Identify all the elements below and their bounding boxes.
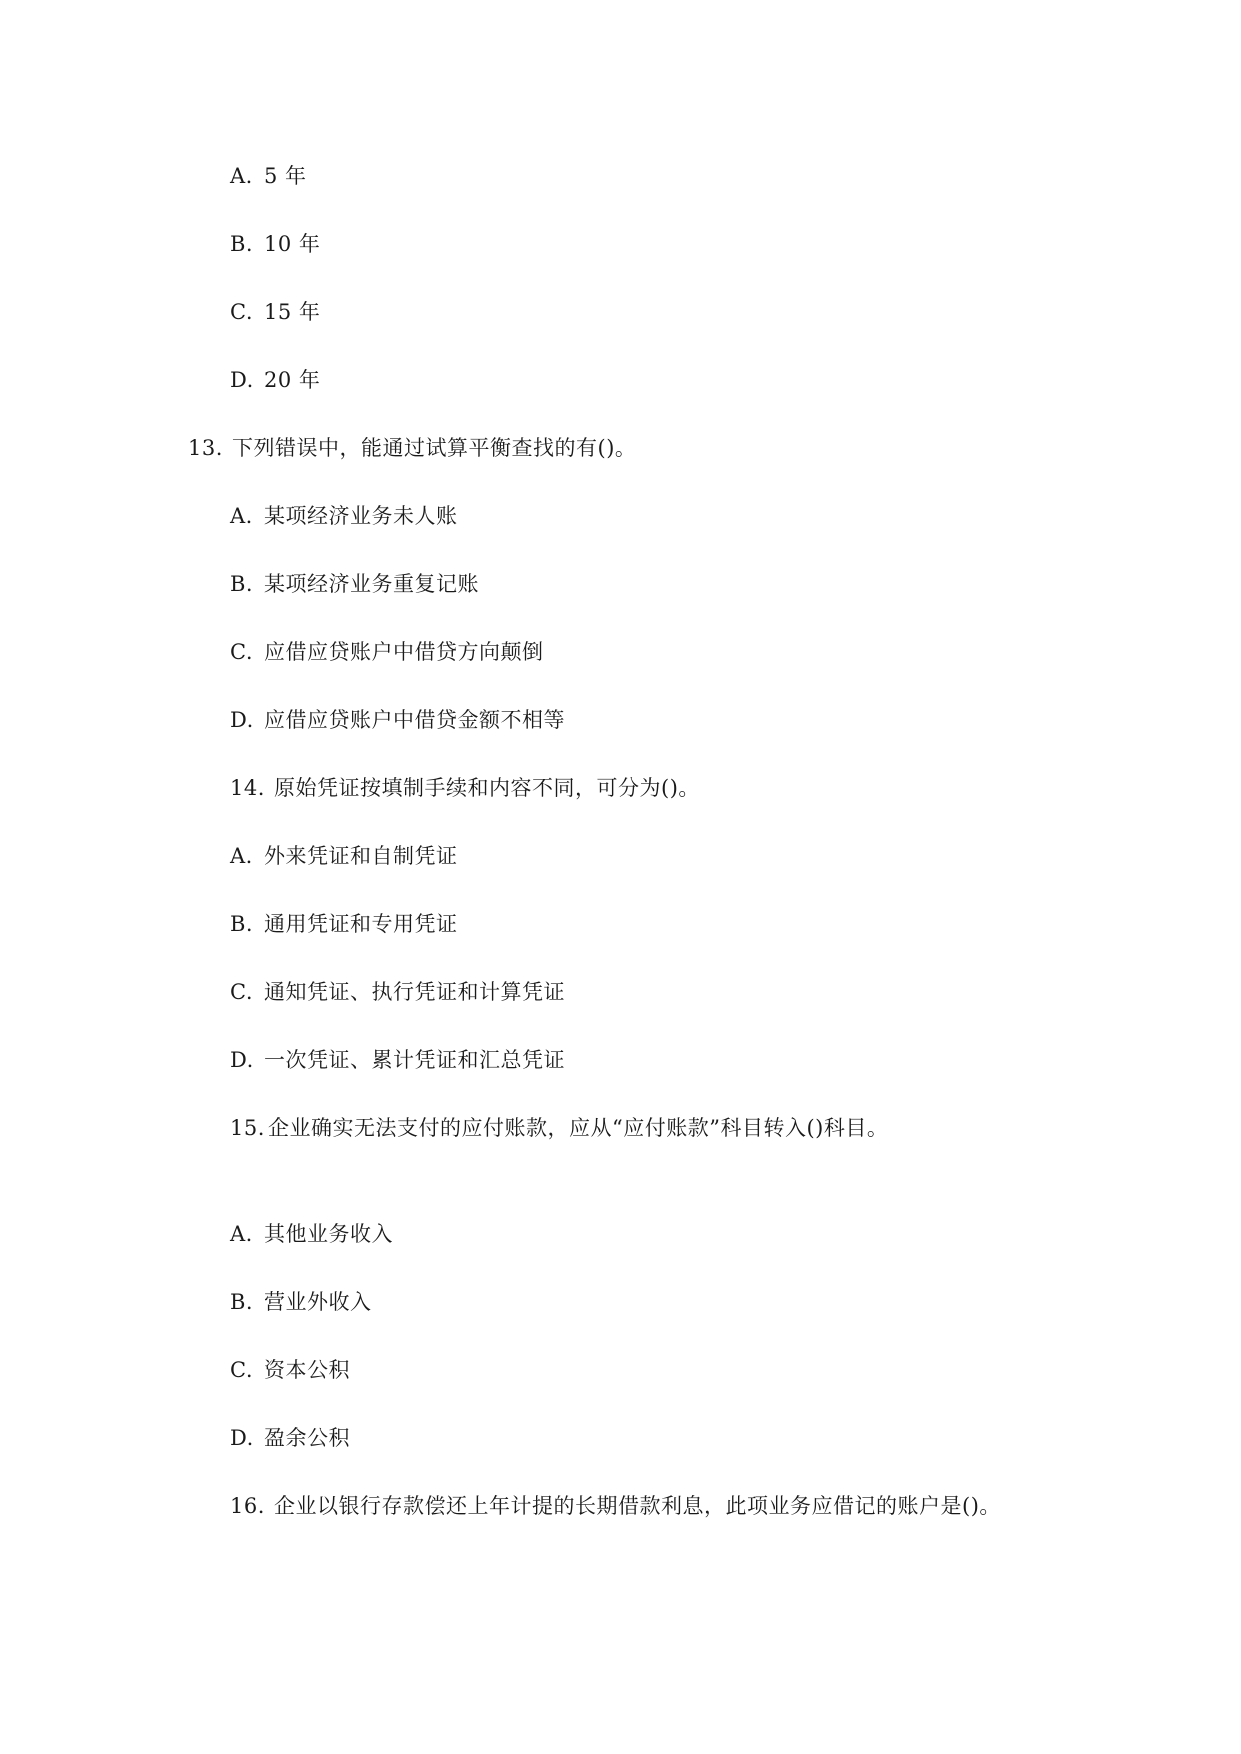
q15-option-c	[230, 1356, 350, 1384]
option-label: B.	[230, 1290, 254, 1314]
option-text: 20 年	[264, 368, 321, 392]
option-label: A.	[230, 1222, 253, 1246]
question-number: 14.	[230, 776, 265, 800]
option-label: B.	[230, 232, 254, 256]
option-label: B.	[230, 912, 254, 936]
q14-option-a	[230, 842, 458, 870]
option-text: 通用凭证和专用凭证	[264, 912, 458, 936]
q12-option-a	[230, 162, 307, 190]
option-text: 资本公积	[264, 1358, 350, 1382]
option-text: 10 年	[264, 232, 321, 256]
option-text: 某项经济业务重复记账	[264, 572, 479, 596]
option-label: D.	[230, 1048, 254, 1072]
question-text: 原始凭证按填制手续和内容不同，可分为()。	[274, 776, 700, 800]
option-text: 外来凭证和自制凭证	[264, 844, 458, 868]
q12-option-c	[230, 298, 320, 326]
option-label: B.	[230, 572, 254, 596]
q15-option-d	[230, 1424, 350, 1452]
option-text: 某项经济业务未人账	[264, 504, 458, 528]
option-text: 营业外收入	[264, 1290, 372, 1314]
option-text: 5 年	[264, 164, 307, 188]
option-text: 通知凭证、执行凭证和计算凭证	[264, 980, 565, 1004]
question-text: 企业确实无法支付的应付账款，应从“应付账款”科目转入()科目。	[268, 1116, 889, 1140]
q13-option-c	[230, 638, 544, 666]
q15-option-a	[230, 1220, 393, 1248]
option-label: A.	[230, 844, 253, 868]
q14-option-d	[230, 1046, 565, 1074]
option-label: D.	[230, 368, 254, 392]
option-label: A.	[230, 164, 253, 188]
q12-option-d	[230, 366, 320, 394]
question-number: 15.	[230, 1116, 265, 1140]
question-16	[230, 1492, 1001, 1520]
option-label: C.	[230, 1358, 253, 1382]
option-text: 盈余公积	[264, 1426, 350, 1450]
option-text: 一次凭证、累计凭证和汇总凭证	[264, 1048, 565, 1072]
question-14	[230, 774, 700, 802]
option-text: 15 年	[264, 300, 321, 324]
question-text: 下列错误中，能通过试算平衡查找的有()。	[232, 436, 637, 460]
question-text: 企业以银行存款偿还上年计提的长期借款利息，此项业务应借记的账户是()。	[274, 1494, 1001, 1518]
question-number: 13.	[188, 436, 223, 460]
q13-option-d	[230, 706, 565, 734]
question-15	[230, 1114, 888, 1142]
q15-option-b	[230, 1288, 372, 1316]
q14-option-c	[230, 978, 565, 1006]
q13-option-b	[230, 570, 479, 598]
q13-option-a	[230, 502, 458, 530]
option-text: 应借应贷账户中借贷金额不相等	[264, 708, 565, 732]
question-number: 16.	[230, 1494, 265, 1518]
question-13	[188, 434, 636, 462]
option-label: C.	[230, 980, 253, 1004]
option-label: D.	[230, 1426, 254, 1450]
option-text: 应借应贷账户中借贷方向颠倒	[264, 640, 544, 664]
option-label: D.	[230, 708, 254, 732]
option-label: C.	[230, 300, 253, 324]
option-label: A.	[230, 504, 253, 528]
option-text: 其他业务收入	[264, 1222, 393, 1246]
q14-option-b	[230, 910, 458, 938]
option-label: C.	[230, 640, 253, 664]
q12-option-b	[230, 230, 320, 258]
